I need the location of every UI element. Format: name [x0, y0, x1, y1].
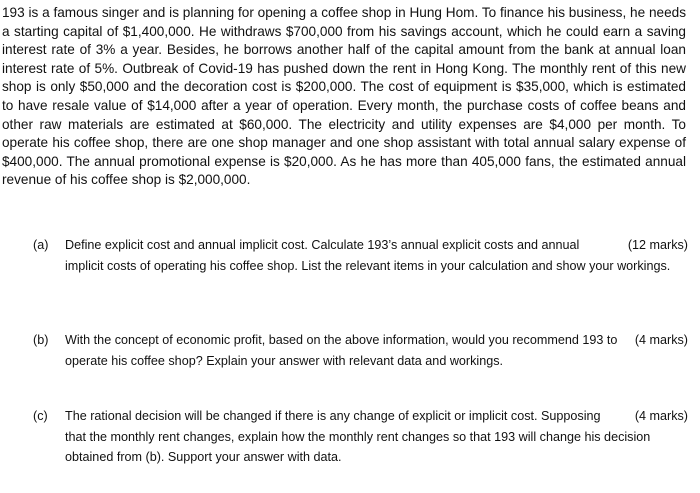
question-c-text: The rational decision will be changed if there is any change of explicit or implicit cost. Supposing that the monthly rent changes, explain how the monthly rent changes so that 193 will change his decision obtained from (b). Support your answer with data. — [65, 409, 651, 464]
question-a-marks: (12 marks) — [627, 238, 688, 252]
question-b-text: With the concept of economic profit, based on the above information, would you recommend 193 to operate his coffee shop? Explain your answer with relevant data and workings. — [65, 333, 618, 368]
question-b-label: (b) — [33, 333, 49, 347]
question-c-marks: (4 marks) — [634, 409, 688, 423]
question-a-text: Define explicit cost and annual implicit cost. Calculate 193’s annual explicit costs and annual implicit costs of operating his coffee shop. List the relevant items in your calculation and show your workings. — [65, 238, 671, 273]
question-a-label: (a) — [33, 238, 49, 252]
question-c — [33, 406, 688, 468]
question-b — [33, 330, 688, 371]
question-a — [33, 235, 688, 276]
question-b-body — [65, 330, 688, 371]
question-a-body — [65, 235, 688, 276]
problem-statement: 193 is a famous singer and is planning for opening a coffee shop in Hung Hom. To finance his business, he needs a starting capital of $1,400,000. He withdraws $700,000 from his savings account, which he could earn a saving interest rate of 3% a year. Besides, he borrows another half of the capital amount from the bank at annual loan interest rate of 5%. Outbreak of Covid-19 has pushed down the rent in Hong Kong. The monthly rent of this new shop is only $50,000 and the decoration cost is $200,000. The cost of equipment is $35,000, which is estimated to have resale value of $14,000 after a year of operation. Every month, the purchase costs of coffee beans and other raw materials are estimated at $60,000. The electricity and utility expenses are $4,000 per month. To operate his coffee shop, there are one shop manager and one shop assistant with total annual salary expense of $400,000. The annual promotional expense is $20,000. As he has more than 405,000 fans, the estimated annual revenue of his coffee shop is $2,000,000. — [2, 5, 686, 188]
question-c-body — [65, 406, 688, 468]
question-c-label: (c) — [33, 409, 48, 423]
question-b-marks: (4 marks) — [634, 333, 688, 347]
